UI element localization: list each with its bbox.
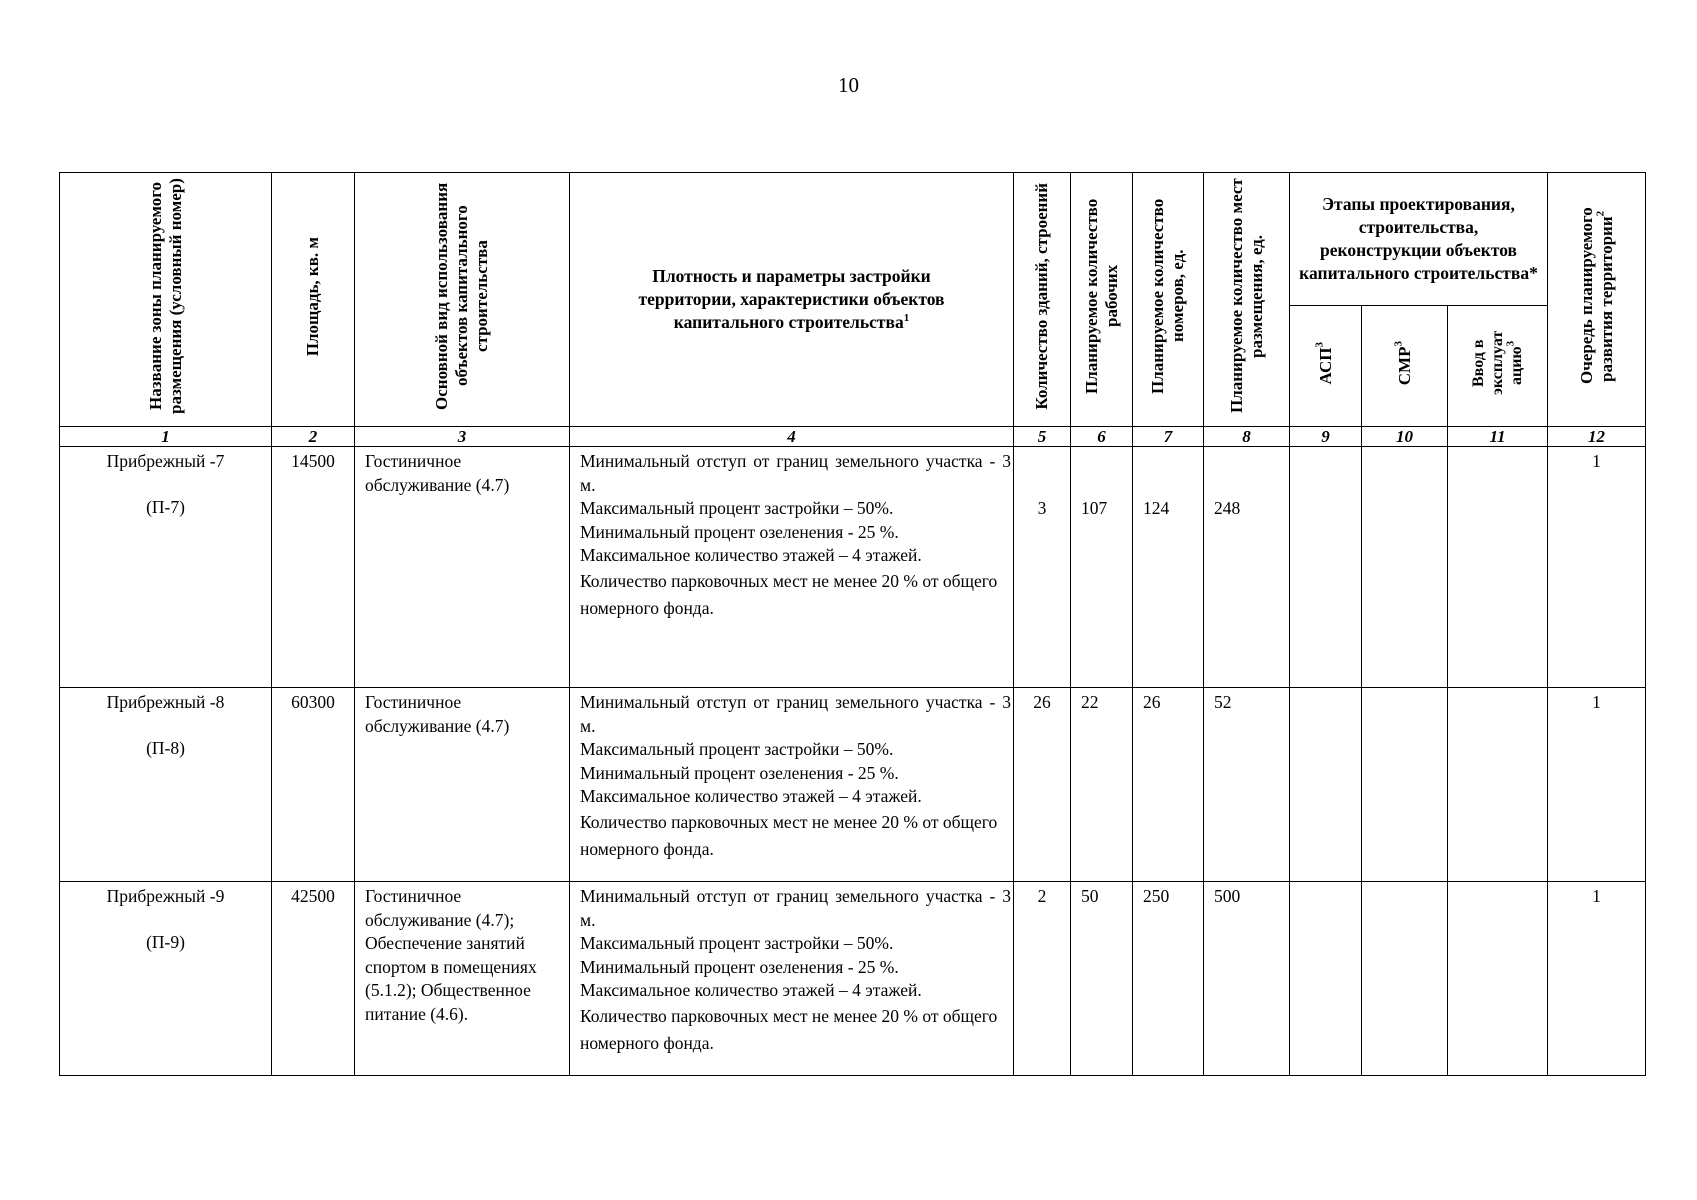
commissioning-cell [1448,447,1548,688]
smr-cell [1362,688,1448,882]
column-number: 5 [1014,427,1071,447]
buildings-cell: 3 [1014,447,1071,688]
param-line: Максимальное количество этажей – 4 этажей. [580,545,922,565]
places-cell: 248 [1204,447,1290,688]
header-stages: Этапы проектирования, строительства, реконструкции объектов капитального строительства* [1290,173,1548,306]
header-buildings-count: Количество зданий, строений [1014,173,1071,427]
zone-name: Прибрежный -8 [106,692,225,712]
param-line: Максимальный процент застройки – 50%. [580,933,894,953]
param-line: Минимальный отступ от границ земельного участка - 3 м. [580,451,1011,495]
header-places: Планируемое количество мест размещения, ед. [1204,173,1290,427]
buildings-cell: 2 [1014,882,1071,1076]
smr-cell [1362,882,1448,1076]
column-number: 1 [60,427,272,447]
column-number: 2 [272,427,355,447]
param-line: Количество парковочных мест не менее 20 % от общего номерного фонда. [580,570,998,618]
header-zone-name: Название зоны планируемого размещения (условный номер) [60,173,272,427]
column-number: 8 [1204,427,1290,447]
param-line: Минимальный процент озеленения - 25 %. [580,521,899,542]
use-cell: Гостиничное обслуживание (4.7) [355,447,570,688]
header-main-use: Основной вид использования объектов капитального строительства [355,173,570,427]
stage-cell: 1 [1548,882,1646,1076]
area-cell: 60300 [272,688,355,882]
zone-code: (П-7) [146,496,185,517]
buildings-cell: 26 [1014,688,1071,882]
header-density-params: Плотность и параметры застройки территории, характеристики объектов капитального строительства$^1$ [570,173,1014,427]
zone-name: Прибрежный -7 [106,451,225,471]
commissioning-cell [1448,882,1548,1076]
column-number: 6 [1071,427,1133,447]
header-commissioning: Ввод в эксплуат ацию$^3$ [1448,306,1548,427]
zone-name-cell [60,688,272,882]
column-number: 11 [1448,427,1548,447]
asp-cell [1290,447,1362,688]
column-numbers-row [60,427,1646,447]
workers-cell: 107 [1071,447,1133,688]
params-cell [570,688,1014,882]
use-cell: Гостиничное обслуживание (4.7) [355,688,570,882]
param-line: Максимальное количество этажей – 4 этажей. [580,980,922,1000]
param-line: Минимальный отступ от границ земельного участка - 3 м. [580,886,1011,930]
zone-name-cell [60,882,272,1076]
smr-cell [1362,447,1448,688]
header-area: Площадь, кв. м [272,173,355,427]
places-cell: 500 [1204,882,1290,1076]
param-line: Минимальный процент озеленения - 25 %. [580,762,899,783]
area-cell: 42500 [272,882,355,1076]
params-cell [570,882,1014,1076]
page-number: 10 [838,73,859,97]
workers-cell: 50 [1071,882,1133,1076]
table-row [60,688,1646,882]
header-smr: СМР$^3$ [1362,306,1448,427]
area-cell: 14500 [272,447,355,688]
use-cell: Гостиничное обслуживание (4.7); Обеспечение занятий спортом в помещениях (5.1.2); Общественное питание (4.6). [355,882,570,1076]
param-line: Минимальный отступ от границ земельного участка - 3 м. [580,692,1011,736]
zone-name-cell [60,447,272,688]
rooms-cell: 26 [1133,688,1204,882]
rooms-cell: 250 [1133,882,1204,1076]
commissioning-cell [1448,688,1548,882]
table-row [60,882,1646,1076]
zone-name: Прибрежный -9 [106,886,225,906]
column-number: 12 [1548,427,1646,447]
asp-cell [1290,882,1362,1076]
header-development-stage: Очередь планируемого развития территории$^2$ [1548,173,1646,427]
places-cell: 52 [1204,688,1290,882]
param-line: Максимальный процент застройки – 50%. [580,498,894,518]
param-line: Минимальный процент озеленения - 25 %. [580,956,899,977]
header-asp: АСП$^3$ [1290,306,1362,427]
stage-cell: 1 [1548,447,1646,688]
rooms-cell: 124 [1133,447,1204,688]
asp-cell [1290,688,1362,882]
column-number: 3 [355,427,570,447]
zone-code: (П-9) [146,931,185,952]
param-line: Количество парковочных мест не менее 20 % от общего номерного фонда. [580,811,998,859]
param-line: Максимальный процент застройки – 50%. [580,739,894,759]
column-number: 4 [570,427,1014,447]
stage-cell: 1 [1548,688,1646,882]
header-rooms: Планируемое количество номеров, ед. [1133,173,1204,427]
param-line: Максимальное количество этажей – 4 этажей. [580,786,922,806]
zone-code: (П-8) [146,737,185,758]
column-number: 7 [1133,427,1204,447]
column-number: 10 [1362,427,1448,447]
header-workers: Планируемое количество рабочих [1071,173,1133,427]
param-line: Количество парковочных мест не менее 20 % от общего номерного фонда. [580,1005,998,1053]
column-number: 9 [1290,427,1362,447]
params-cell [570,447,1014,688]
planning-table [59,172,1646,1076]
workers-cell: 22 [1071,688,1133,882]
table-row [60,447,1646,688]
